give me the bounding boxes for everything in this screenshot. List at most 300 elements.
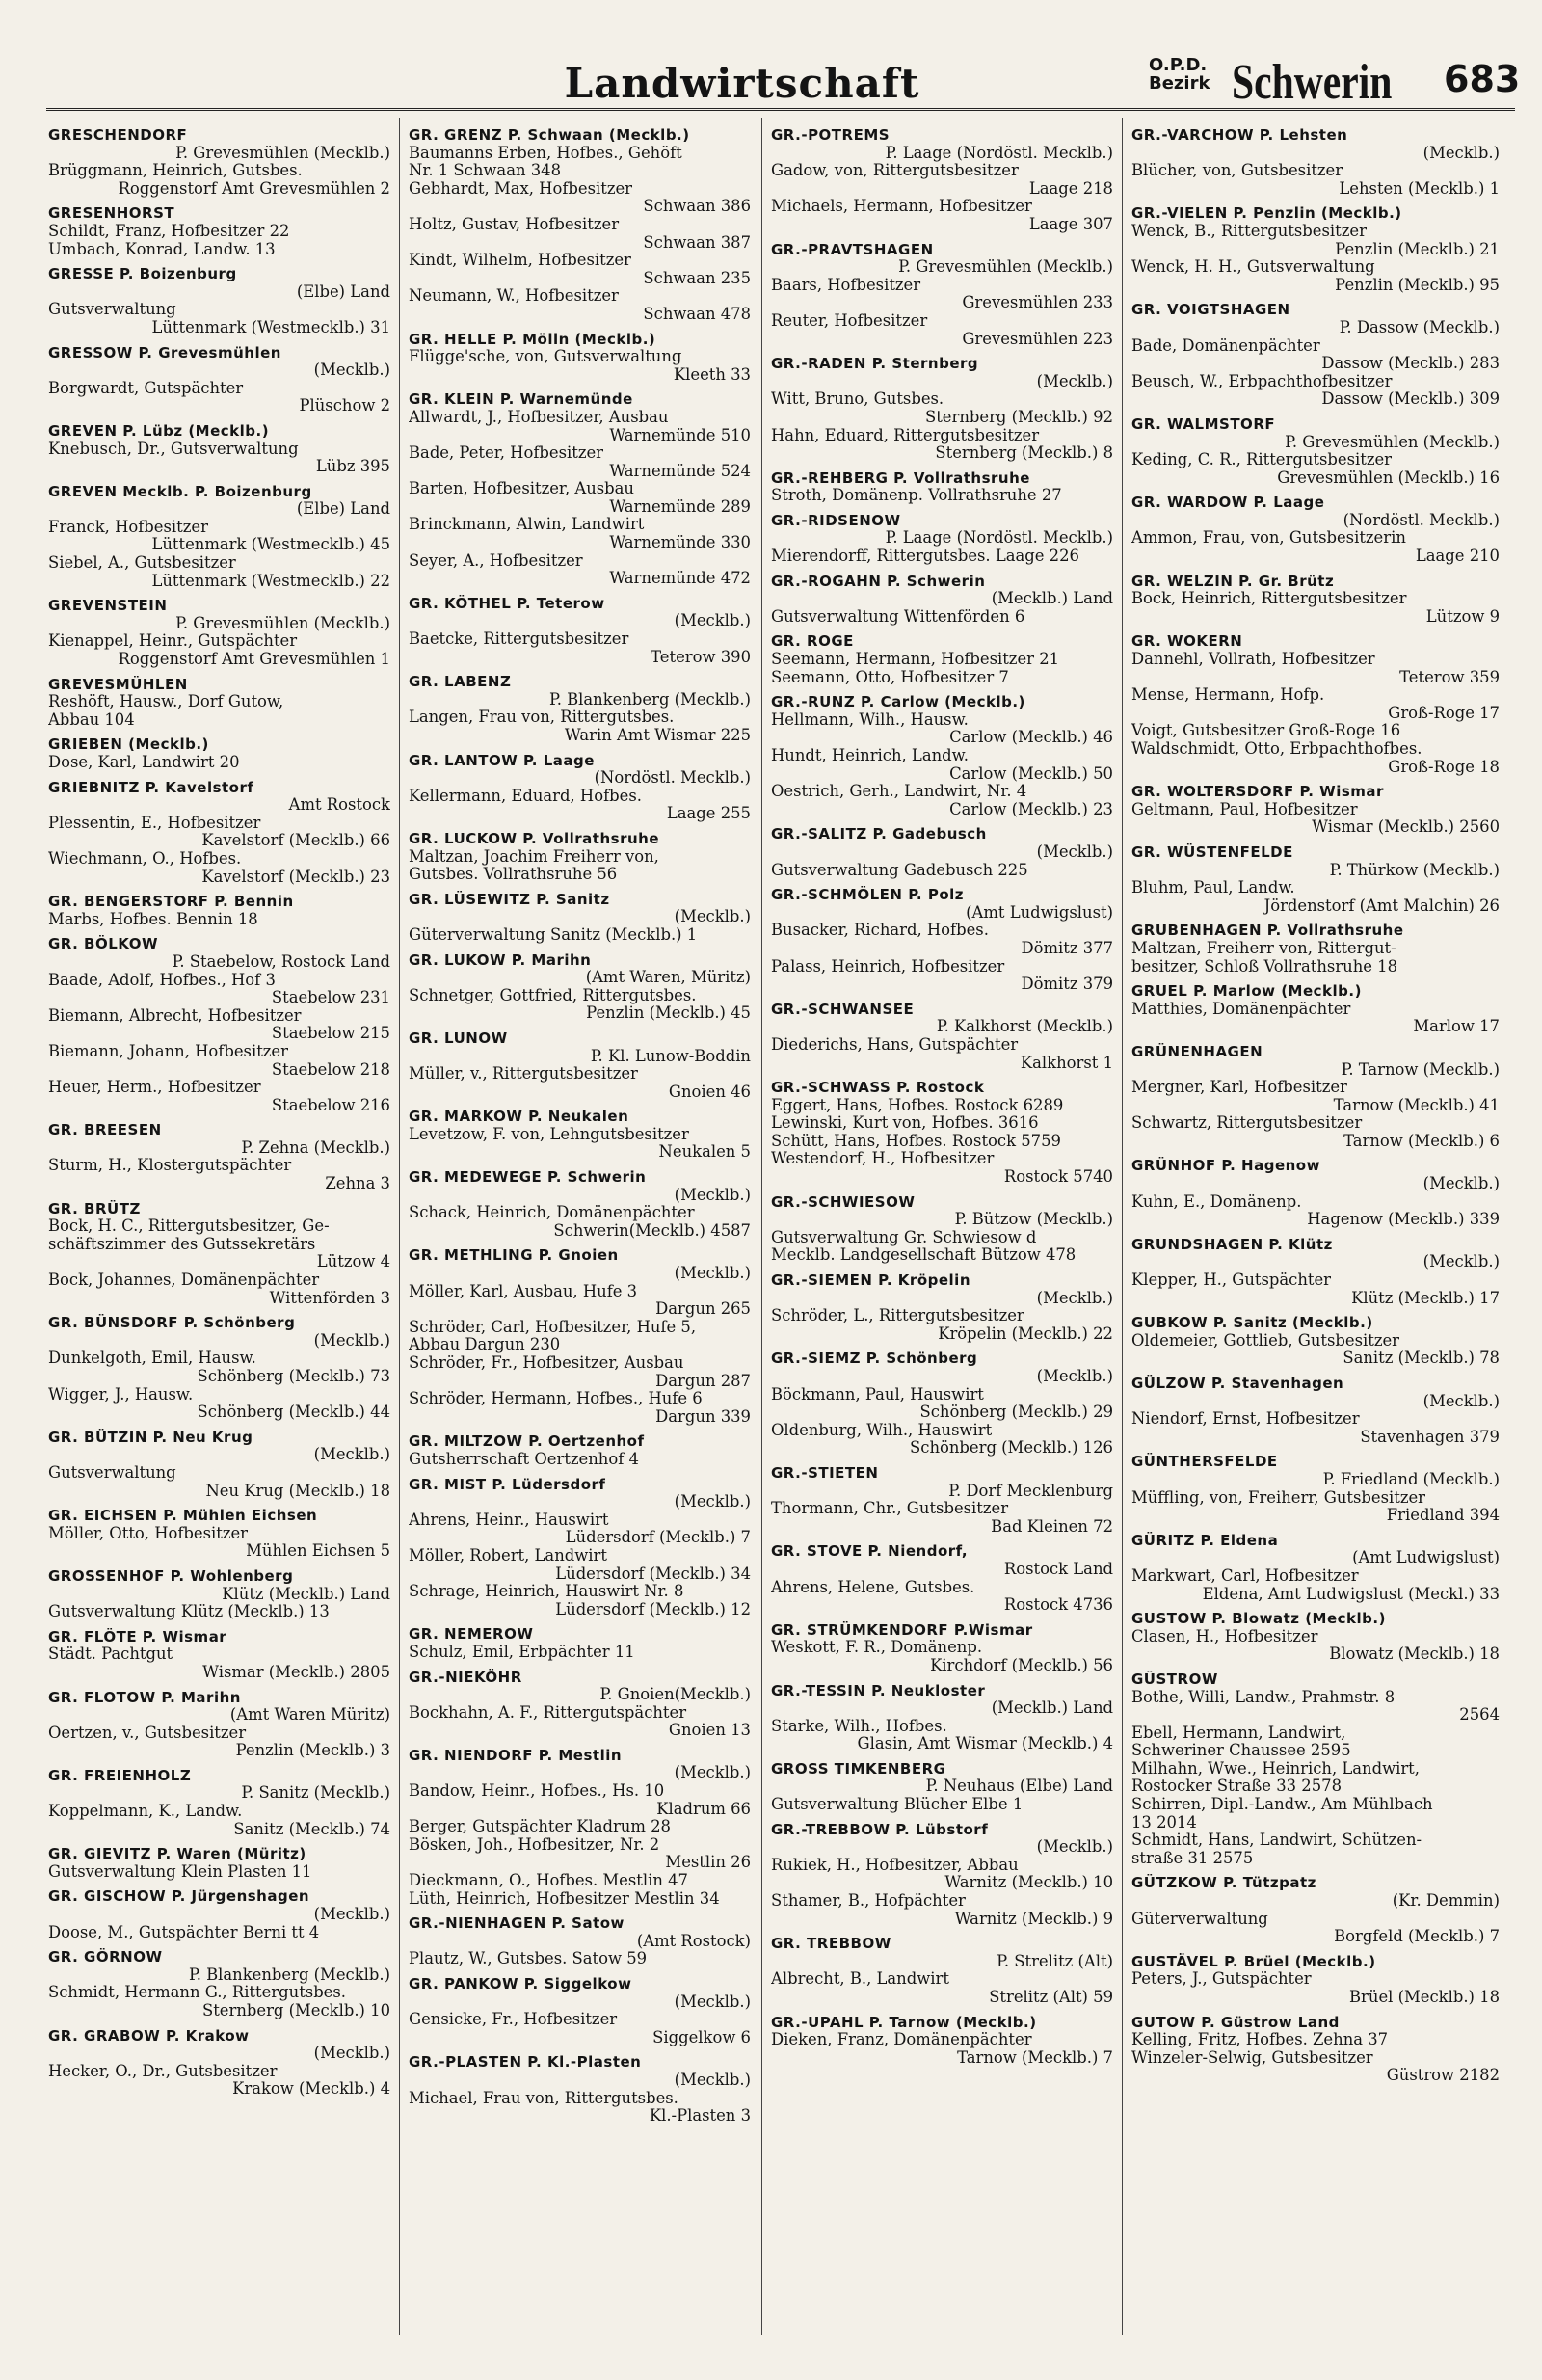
header-rule <box>46 108 1515 114</box>
page-header <box>0 56 1542 114</box>
entry-line: Dannehl, Vollrath, Hofbesitzer <box>1131 651 1375 669</box>
entry-line: Hagenow (Mecklb.) 339 <box>1307 1211 1500 1229</box>
entry-line: Knebusch, Dr., Gutsverwaltung <box>48 440 299 458</box>
entry-line: Kladrum 66 <box>656 1800 751 1818</box>
entry-line: Bandow, Heinr., Hofbes., Hs. 10 <box>409 1782 665 1801</box>
entry-line: (Mecklb.) <box>1422 144 1500 162</box>
place-heading: GRÜNHOF P. Hagenow <box>1131 1157 1320 1175</box>
entry-line: Groß-Roge 18 <box>1388 758 1500 776</box>
entry-line: Lüttenmark (Westmecklb.) 22 <box>151 572 390 590</box>
entry-line: Bluhm, Paul, Landw. <box>1131 879 1295 897</box>
entry-line: Voigt, Gutsbesitzer Groß-Roge 16 <box>1131 722 1401 740</box>
entry-line: P. Gnoien(Mecklb.) <box>599 1686 751 1704</box>
entry-line: Schwaan 478 <box>643 305 751 323</box>
place-heading: GR. NEMEROW <box>409 1625 534 1644</box>
entry-line: (Mecklb.) <box>1422 1392 1500 1410</box>
entry-line: Starke, Wilh., Hofbes. <box>771 1717 947 1735</box>
entry-line: Oertzen, v., Gutsbesitzer <box>48 1724 247 1742</box>
entry-line: Schirren, Dipl.-Landw., Am Mühlbach <box>1131 1796 1433 1814</box>
entry-line: Biemann, Albrecht, Hofbesitzer <box>48 1006 302 1025</box>
entry-line: Schmidt, Hans, Landwirt, Schützen- <box>1131 1832 1422 1850</box>
entry-line: Baumanns Erben, Hofbes., Gehöft <box>409 144 682 162</box>
place-heading: GR. GRABOW P. Krakow <box>48 2026 250 2045</box>
place-heading: GRIEBEN (Mecklb.) <box>48 735 209 754</box>
entry-line: Abbau Dargun 230 <box>409 1336 561 1354</box>
entry-line: straße 31 2575 <box>1131 1849 1254 1867</box>
entry-line: Grevesmühlen 223 <box>962 330 1113 348</box>
place-heading: GUSTÄVEL P. Brüel (Mecklb.) <box>1131 1952 1376 1970</box>
entry-line: Heuer, Herm., Hofbesitzer <box>48 1079 261 1097</box>
entry-line: 2564 <box>1459 1706 1500 1725</box>
entry-line: P. Sanitz (Mecklb.) <box>241 1784 390 1803</box>
entry-line: besitzer, Schloß Vollrathsruhe 18 <box>1131 957 1398 976</box>
place-heading: GR. STRÜMKENDORF P.Wismar <box>771 1620 1033 1639</box>
place-heading: GR. LUNOW <box>409 1029 508 1047</box>
entry-line: Tarnow (Mecklb.) 6 <box>1343 1132 1500 1150</box>
place-heading: GRESCHENDORF <box>48 126 188 144</box>
entry-line: P. Zehna (Mecklb.) <box>241 1138 390 1157</box>
entry-line: Sanitz (Mecklb.) 78 <box>1343 1350 1500 1368</box>
entry-line: Neu Krug (Mecklb.) 18 <box>205 1482 390 1500</box>
entry-line: Jördenstorf (Amt Malchin) 26 <box>1263 896 1500 915</box>
entry-line: (Mecklb.) Land <box>991 590 1113 608</box>
entry-line: Gensicke, Fr., Hofbesitzer <box>409 2011 618 2029</box>
entry-line: Mecklb. Landgesellschaft Bützow 478 <box>771 1246 1077 1265</box>
entry-line: Schönberg (Mecklb.) 44 <box>197 1404 390 1422</box>
entry-line: Rostock Land <box>1003 1560 1113 1578</box>
entry-line: Seyer, A., Hofbesitzer <box>409 551 583 570</box>
entry-line: P. Strelitz (Alt) <box>997 1952 1113 1970</box>
entry-line: (Mecklb.) <box>674 1265 751 1283</box>
entry-line: Kavelstorf (Mecklb.) 23 <box>201 868 390 886</box>
entry-line: Ahrens, Heinr., Hauswirt <box>409 1511 609 1529</box>
column-2 <box>409 120 751 2126</box>
entry-line: Staebelow 231 <box>271 989 390 1007</box>
entry-line: schäftszimmer des Gutssekretärs <box>48 1235 316 1253</box>
entry-line: Hundt, Heinrich, Landw. <box>771 747 969 764</box>
entry-line: Laage 210 <box>1415 548 1500 566</box>
entry-line: Klütz (Mecklb.) Land <box>222 1585 390 1603</box>
place-heading: GR. ROGE <box>771 632 854 651</box>
entry-line: Nr. 1 Schwaan 348 <box>409 162 562 180</box>
entry-line: Dömitz 379 <box>1021 976 1113 994</box>
entry-line: Rostock 4736 <box>1003 1596 1113 1615</box>
entry-line: Abbau 104 <box>48 710 135 729</box>
column-divider <box>761 118 762 2335</box>
entry-line: Gnoien 13 <box>668 1722 751 1740</box>
entry-line: Gutsbes. Vollrathsruhe 56 <box>409 866 618 884</box>
entry-line: Städt. Pachtgut <box>48 1645 173 1664</box>
entry-line: (Amt Ludwigslust) <box>966 903 1113 922</box>
entry-line: Schütt, Hans, Hofbes. Rostock 5759 <box>771 1132 1061 1150</box>
entry-line: Kavelstorf (Mecklb.) 66 <box>201 832 390 850</box>
place-heading: GR.-SCHWASS P. Rostock <box>771 1079 985 1097</box>
place-heading: GR. FREIENHOLZ <box>48 1766 192 1784</box>
entry-line: Wismar (Mecklb.) 2805 <box>202 1663 390 1681</box>
entry-line: Gutsherrschaft Oertzenhof 4 <box>409 1450 639 1468</box>
entry-line: Clasen, H., Hofbesitzer <box>1131 1627 1318 1645</box>
entry-line: Hellmann, Wilh., Hausw. <box>771 710 969 729</box>
entry-line: Maltzan, Joachim Freiherr von, <box>409 847 659 866</box>
entry-line: Lüdersdorf (Mecklb.) 7 <box>565 1529 751 1547</box>
entry-line: Ebell, Hermann, Landwirt, <box>1131 1724 1346 1742</box>
entry-line: Flügge'sche, von, Gutsverwaltung <box>409 348 682 366</box>
entry-line: Warnemünde 524 <box>609 462 751 480</box>
place-heading: GR.-SCHMÖLEN P. Polz <box>771 886 965 904</box>
entry-line: Oldenburg, Wilh., Hauswirt <box>771 1421 993 1439</box>
entry-line: (Mecklb.) <box>313 1906 390 1924</box>
entry-line: Mühlen Eichsen 5 <box>246 1542 390 1561</box>
entry-line: Kuhn, E., Domänenp. <box>1131 1192 1302 1211</box>
entry-line: 13 2014 <box>1131 1813 1197 1832</box>
entry-line: Barten, Hofbesitzer, Ausbau <box>409 480 634 498</box>
entry-line: Wismar (Mecklb.) 2560 <box>1312 818 1500 837</box>
entry-line: Waldschmidt, Otto, Erbpachthofbes. <box>1131 740 1422 758</box>
place-heading: GR.-RUNZ P. Carlow (Mecklb.) <box>771 693 1025 711</box>
entry-line: Rukiek, H., Hofbesitzer, Abbau <box>771 1856 1019 1874</box>
entry-line: Warnemünde 330 <box>609 534 751 552</box>
place-heading: GR.-POTREMS <box>771 126 891 144</box>
place-heading: GÜTZKOW P. Tützpatz <box>1131 1874 1316 1892</box>
entry-line: Plüschow 2 <box>299 397 390 415</box>
place-heading: GR.-SALITZ P. Gadebusch <box>771 825 987 843</box>
entry-line: P. Grevesmühlen (Mecklb.) <box>175 144 390 162</box>
place-heading: GR. WÜSTENFELDE <box>1131 842 1293 861</box>
page-title: Landwirtschaft <box>564 60 920 107</box>
place-heading: GR.-SIEMZ P. Schönberg <box>771 1350 978 1368</box>
entry-line: (Elbe) Land <box>296 282 390 301</box>
place-heading: GR.-SCHWIESOW <box>771 1192 916 1211</box>
entry-line: Reuter, Hofbesitzer <box>771 311 928 330</box>
entry-line: Lehsten (Mecklb.) 1 <box>1339 179 1500 198</box>
place-heading: GREVESMÜHLEN <box>48 675 188 693</box>
place-heading: GRÜNENHAGEN <box>1131 1042 1263 1060</box>
entry-line: Kleeth 33 <box>673 365 751 384</box>
place-heading: GROSSENHOF P. Wohlenberg <box>48 1566 294 1585</box>
place-heading: GR. LABENZ <box>409 673 512 691</box>
place-heading: GÜLZOW P. Stavenhagen <box>1131 1375 1344 1392</box>
entry-line: Stroth, Domänenp. Vollrathsruhe 27 <box>771 487 1062 505</box>
place-heading: GR. GIEVITZ P. Waren (Müritz) <box>48 1845 306 1863</box>
entry-line: Klepper, H., Gutspächter <box>1131 1271 1332 1290</box>
entry-line: Dieken, Franz, Domänenpächter <box>771 2031 1032 2049</box>
place-heading: GR.-PRAVTSHAGEN <box>771 240 934 258</box>
entry-line: Seemann, Hermann, Hofbesitzer 21 <box>771 651 1060 669</box>
entry-line: Penzlin (Mecklb.) 95 <box>1335 276 1500 294</box>
place-heading: GR. METHLING P. Gnoien <box>409 1246 619 1265</box>
place-heading: GR. FLOTOW P. Marihn <box>48 1688 241 1706</box>
entry-line: (Mecklb.) <box>313 2045 390 2063</box>
entry-line: Neukalen 5 <box>658 1143 751 1162</box>
entry-line: Sternberg (Mecklb.) 10 <box>201 2002 390 2019</box>
entry-line: Dassow (Mecklb.) 309 <box>1321 390 1500 409</box>
place-heading: GR.-TESSIN P. Neukloster <box>771 1681 986 1699</box>
place-heading: GR. KÖTHEL P. Teterow <box>409 594 605 612</box>
entry-line: Westendorf, H., Hofbesitzer <box>771 1150 995 1168</box>
entry-line: Markwart, Carl, Hofbesitzer <box>1131 1566 1359 1585</box>
entry-line: Albrecht, B., Landwirt <box>771 1970 949 1989</box>
entry-line: Gutsverwaltung Blücher Elbe 1 <box>771 1796 1024 1814</box>
entry-line: Wiechmann, O., Hofbes. <box>48 849 242 868</box>
entry-line: Koppelmann, K., Landw. <box>48 1803 243 1821</box>
entry-line: Staebelow 215 <box>271 1025 390 1043</box>
entry-line: Geltmann, Paul, Hofbesitzer <box>1131 800 1358 818</box>
entry-line: Sanitz (Mecklb.) 74 <box>233 1820 390 1838</box>
entry-line: Teterow 390 <box>651 648 751 666</box>
entry-line: Grevesmühlen (Mecklb.) 16 <box>1277 468 1500 487</box>
entry-line: Eggert, Hans, Hofbes. Rostock 6289 <box>771 1096 1064 1114</box>
entry-line: Dose, Karl, Landwirt 20 <box>48 754 240 771</box>
entry-line: Tarnow (Mecklb.) 41 <box>1333 1096 1500 1114</box>
place-heading: GR. HELLE P. Mölln (Mecklb.) <box>409 330 656 348</box>
entry-line: (Kr. Demmin) <box>1392 1892 1500 1911</box>
place-heading: GUBKOW P. Sanitz (Mecklb.) <box>1131 1314 1373 1332</box>
place-heading: GR. MEDEWEGE P. Schwerin <box>409 1168 647 1187</box>
place-heading: GR.-PLASTEN P. Kl.-Plasten <box>409 2053 642 2072</box>
entry-line: Hahn, Eduard, Rittergutsbesitzer <box>771 426 1040 444</box>
place-heading: GROSS TIMKENBERG <box>771 1759 946 1778</box>
entry-line: Peters, J., Gutspächter <box>1131 1970 1312 1989</box>
entry-line: Dargun 265 <box>655 1300 751 1319</box>
entry-line: (Amt Waren, Müritz) <box>585 969 751 987</box>
entry-line: Plessentin, E., Hofbesitzer <box>48 814 261 832</box>
entry-line: Kindt, Wilhelm, Hofbesitzer <box>409 252 631 270</box>
entry-line: Warin Amt Wismar 225 <box>564 727 751 744</box>
place-heading: GRUBENHAGEN P. Vollrathsruhe <box>1131 922 1404 940</box>
entry-line: Güterverwaltung Sanitz (Mecklb.) 1 <box>409 925 698 944</box>
entry-line: Busacker, Richard, Hofbes. <box>771 922 989 940</box>
place-heading: GR. NIENDORF P. Mestlin <box>409 1746 623 1764</box>
place-heading: GR. KLEIN P. Warnemünde <box>409 390 633 409</box>
place-heading: GR.-VARCHOW P. Lehsten <box>1131 126 1348 144</box>
place-heading: GR.-TREBBOW P. Lübstorf <box>771 1820 989 1838</box>
entry-line: P. Dorf Mecklenburg <box>948 1482 1113 1500</box>
entry-line: (Elbe) Land <box>296 500 390 519</box>
place-heading: GR. GISCHOW P. Jürgenshagen <box>48 1887 310 1906</box>
entry-line: P. Blankenberg (Mecklb.) <box>549 690 751 709</box>
entry-line: Gutsverwaltung Gr. Schwiesow d <box>771 1228 1037 1246</box>
entry-line: Kl.-Plasten 3 <box>649 2107 751 2126</box>
entry-line: P. Kalkhorst (Mecklb.) <box>936 1018 1113 1036</box>
entry-line: Sturm, H., Klostergutspächter <box>48 1157 292 1175</box>
entry-line: P. Blankenberg (Mecklb.) <box>189 1966 390 1984</box>
entry-line: Kellermann, Eduard, Hofbes. <box>409 787 642 805</box>
district-name: Schwerin <box>1232 55 1393 110</box>
place-heading: GR. TREBBOW <box>771 1935 891 1953</box>
entry-line: (Mecklb.) Land <box>991 1699 1113 1718</box>
entry-line: Palass, Heinrich, Hofbesitzer <box>771 957 1005 976</box>
entry-line: Marbs, Hofbes. Bennin 18 <box>48 910 258 928</box>
entry-line: P. Staebelow, Rostock Land <box>172 952 390 971</box>
place-heading: GRESENHORST <box>48 204 175 223</box>
entry-line: Baars, Hofbesitzer <box>771 276 921 294</box>
entry-line: Brinckmann, Alwin, Landwirt <box>409 516 645 534</box>
entry-line: Mestlin 26 <box>665 1854 751 1872</box>
entry-line: Wigger, J., Hausw. <box>48 1385 194 1404</box>
entry-line: Roggenstorf Amt Grevesmühlen 1 <box>118 651 390 669</box>
entry-line: Schwartz, Rittergutsbesitzer <box>1131 1114 1363 1133</box>
entry-line: Baetcke, Rittergutsbesitzer <box>409 630 629 649</box>
entry-line: Grevesmühlen 233 <box>962 294 1113 312</box>
place-heading: GR.-REHBERG P. Vollrathsruhe <box>771 468 1030 487</box>
entry-line: Möller, Robert, Landwirt <box>409 1546 607 1564</box>
entry-line: Bock, H. C., Rittergutsbesitzer, Ge- <box>48 1217 330 1236</box>
place-heading: GR. LUKOW P. Marihn <box>409 950 592 969</box>
entry-line: Siebel, A., Gutsbesitzer <box>48 554 236 573</box>
entry-line: Friedland 394 <box>1386 1507 1500 1525</box>
entry-line: Bothe, Willi, Landw., Prahmstr. 8 <box>1131 1688 1396 1706</box>
entry-line: Carlow (Mecklb.) 23 <box>949 800 1113 818</box>
entry-line: Dunkelgoth, Emil, Hausw. <box>48 1350 256 1368</box>
entry-line: P. Friedland (Mecklb.) <box>1322 1470 1500 1488</box>
entry-line: Stavenhagen 379 <box>1360 1428 1500 1446</box>
entry-line: Lübz 395 <box>315 458 390 476</box>
entry-line: Mergner, Karl, Hofbesitzer <box>1131 1079 1347 1097</box>
place-heading: GR.-NIEKÖHR <box>409 1668 522 1686</box>
entry-line: Bock, Heinrich, Rittergutsbesitzer <box>1131 590 1407 608</box>
entry-line: (Mecklb.) <box>1036 1289 1113 1307</box>
entry-line: Lewinski, Kurt von, Hofbes. 3616 <box>771 1114 1039 1133</box>
entry-line: Warnemünde 510 <box>609 426 751 444</box>
entry-line: Weskott, F. R., Domänenp. <box>771 1639 983 1657</box>
entry-line: Bade, Domänenpächter <box>1131 336 1320 355</box>
entry-line: Franck, Hofbesitzer <box>48 518 208 536</box>
entry-line: Blowatz (Mecklb.) 18 <box>1329 1645 1500 1664</box>
entry-line: (Mecklb.) <box>674 1764 751 1782</box>
entry-line: Staebelow 218 <box>271 1060 390 1079</box>
entry-line: Lützow 9 <box>1425 607 1500 626</box>
entry-line: Schönberg (Mecklb.) 73 <box>197 1368 390 1385</box>
entry-line: Schröder, Hermann, Hofbes., Hufe 6 <box>409 1390 703 1408</box>
entry-line: Klütz (Mecklb.) 17 <box>1351 1289 1500 1307</box>
page-number: 683 <box>1444 58 1521 100</box>
entry-line: Doose, M., Gutspächter Berni tt 4 <box>48 1923 320 1941</box>
entry-line: (Mecklb.) <box>674 908 751 926</box>
entry-line: Carlow (Mecklb.) 46 <box>949 729 1113 747</box>
entry-line: Dassow (Mecklb.) 283 <box>1321 355 1500 373</box>
place-heading: GR. BÜTZIN P. Neu Krug <box>48 1428 253 1446</box>
entry-line: Sternberg (Mecklb.) 8 <box>935 444 1113 463</box>
entry-line: Borgfeld (Mecklb.) 7 <box>1334 1928 1500 1946</box>
entry-line: Thormann, Chr., Gutsbesitzer <box>771 1500 1009 1518</box>
entry-line: (Mecklb.) <box>1036 372 1113 390</box>
entry-line: Bad Kleinen 72 <box>991 1517 1113 1536</box>
entry-line: Kirchdorf (Mecklb.) 56 <box>930 1656 1113 1674</box>
entry-line: Möller, Karl, Ausbau, Hufe 3 <box>409 1282 638 1300</box>
entry-line: Schröder, Carl, Hofbesitzer, Hufe 5, <box>409 1318 697 1336</box>
entry-line: Schildt, Franz, Hofbesitzer 22 <box>48 222 290 240</box>
entry-line: Schwerin(Mecklb.) 4587 <box>553 1221 751 1240</box>
place-heading: GR. MILTZOW P. Oertzenhof <box>409 1432 645 1451</box>
place-heading: GR.-SIEMEN P. Kröpelin <box>771 1271 971 1290</box>
entry-line: Siggelkow 6 <box>652 2028 751 2046</box>
entry-line: Bock, Johannes, Domänenpächter <box>48 1271 320 1290</box>
entry-line: Lüttenmark (Westmecklb.) 31 <box>151 318 390 336</box>
entry-line: Dieckmann, O., Hofbes. Mestlin 47 <box>409 1872 688 1890</box>
entry-line: (Mecklb.) <box>1422 1175 1500 1193</box>
column-3 <box>771 120 1113 2067</box>
place-heading: GR.-VIELEN P. Penzlin (Mecklb.) <box>1131 204 1402 223</box>
entry-line: Seemann, Otto, Hofbesitzer 7 <box>771 668 1009 686</box>
place-heading: GÜRITZ P. Eldena <box>1131 1531 1279 1549</box>
entry-line: Warnitz (Mecklb.) 10 <box>944 1874 1113 1892</box>
entry-line: Sthamer, B., Hofpächter <box>771 1892 966 1911</box>
entry-line: (Mecklb.) <box>674 1992 751 2011</box>
entry-line: Dargun 339 <box>655 1407 751 1426</box>
entry-line: P. Kl. Lunow-Boddin <box>590 1047 751 1065</box>
entry-line: Penzlin (Mecklb.) 3 <box>235 1742 390 1760</box>
bezirk-label: Bezirk <box>1149 73 1210 94</box>
entry-line: Dargun 287 <box>655 1372 751 1390</box>
entry-line: Penzlin (Mecklb.) 21 <box>1335 240 1500 258</box>
entry-line: Allwardt, J., Hofbesitzer, Ausbau <box>409 408 669 426</box>
place-heading: GREVENSTEIN <box>48 597 168 615</box>
entry-line: Wenck, H. H., Gutsverwaltung <box>1131 258 1375 277</box>
place-heading: GR. BÖLKOW <box>48 935 159 953</box>
place-heading: GÜSTROW <box>1131 1670 1218 1688</box>
entry-line: Penzlin (Mecklb.) 45 <box>586 1004 751 1023</box>
entry-line: Reshöft, Hausw., Dorf Gutow, <box>48 693 284 711</box>
place-heading: GRESSOW P. Grevesmühlen <box>48 343 281 361</box>
entry-line: Amt Rostock <box>288 796 390 815</box>
entry-line: P. Neuhaus (Elbe) Land <box>925 1778 1113 1796</box>
entry-line: Laage 218 <box>1028 179 1113 198</box>
entry-line: Hecker, O., Dr., Gutsbesitzer <box>48 2062 278 2080</box>
entry-line: (Mecklb.) <box>313 361 390 380</box>
entry-line: Kienappel, Heinr., Gutspächter <box>48 632 298 651</box>
entry-line: Müller, v., Rittergutsbesitzer <box>409 1065 638 1083</box>
opd-bezirk-label <box>1149 56 1210 93</box>
entry-line: (Amt Waren Müritz) <box>229 1706 390 1725</box>
place-heading: GR. LUCKOW P. Vollrathsruhe <box>409 829 660 847</box>
entry-line: P. Grevesmühlen (Mecklb.) <box>175 614 390 632</box>
entry-line: Laage 307 <box>1028 215 1113 233</box>
entry-line: Zehna 3 <box>325 1175 390 1193</box>
entry-line: Schrage, Heinrich, Hauswirt Nr. 8 <box>409 1583 684 1601</box>
entry-line: Baade, Adolf, Hofbes., Hof 3 <box>48 971 276 989</box>
entry-line: P. Grevesmühlen (Mecklb.) <box>898 258 1113 277</box>
entry-line: Lüdersdorf (Mecklb.) 34 <box>555 1564 751 1583</box>
entry-line: Krakow (Mecklb.) 4 <box>232 2080 390 2099</box>
entry-line: Lüttenmark (Westmecklb.) 45 <box>151 536 390 554</box>
place-heading: GR.-RIDSENOW <box>771 511 901 529</box>
entry-line: Holtz, Gustav, Hofbesitzer <box>409 215 620 233</box>
place-heading: GRESSE P. Boizenburg <box>48 265 237 283</box>
entry-line: Güterverwaltung <box>1131 1910 1268 1928</box>
place-heading: GREVEN P. Lübz (Mecklb.) <box>48 421 270 440</box>
entry-line: Schack, Heinrich, Domänenpächter <box>409 1204 695 1222</box>
entry-line: Blücher, von, Gutsbesitzer <box>1131 162 1343 180</box>
entry-line: Gutsverwaltung <box>48 1463 176 1482</box>
place-heading: GR.-UPAHL P. Tarnow (Mecklb.) <box>771 2013 1037 2031</box>
place-heading: GR. BREESEN <box>48 1121 162 1139</box>
entry-line: Brüel (Mecklb.) 18 <box>1349 1989 1500 2006</box>
place-heading: GR. MIST P. Lüdersdorf <box>409 1475 606 1493</box>
place-heading: GR. PANKOW P. Siggelkow <box>409 1975 632 1992</box>
entry-line: (Mecklb.) <box>674 2071 751 2089</box>
place-heading: GR. EICHSEN P. Mühlen Eichsen <box>48 1507 318 1525</box>
entry-line: P. Bützow (Mecklb.) <box>954 1211 1113 1229</box>
place-heading: GR. LÜSEWITZ P. Sanitz <box>409 890 610 908</box>
entry-line: Diederichs, Hans, Gutspächter <box>771 1035 1019 1054</box>
column-4 <box>1131 120 1500 2085</box>
entry-line: Rostocker Straße 33 2578 <box>1131 1778 1342 1796</box>
entry-line: Schwaan 235 <box>643 269 751 287</box>
entry-line: Gadow, von, Rittergutsbesitzer <box>771 162 1019 180</box>
entry-line: (Amt Ludwigslust) <box>1352 1549 1500 1567</box>
place-heading: GR. BÜNSDORF P. Schönberg <box>48 1314 296 1332</box>
entry-line: (Mecklb.) <box>1036 1368 1113 1385</box>
